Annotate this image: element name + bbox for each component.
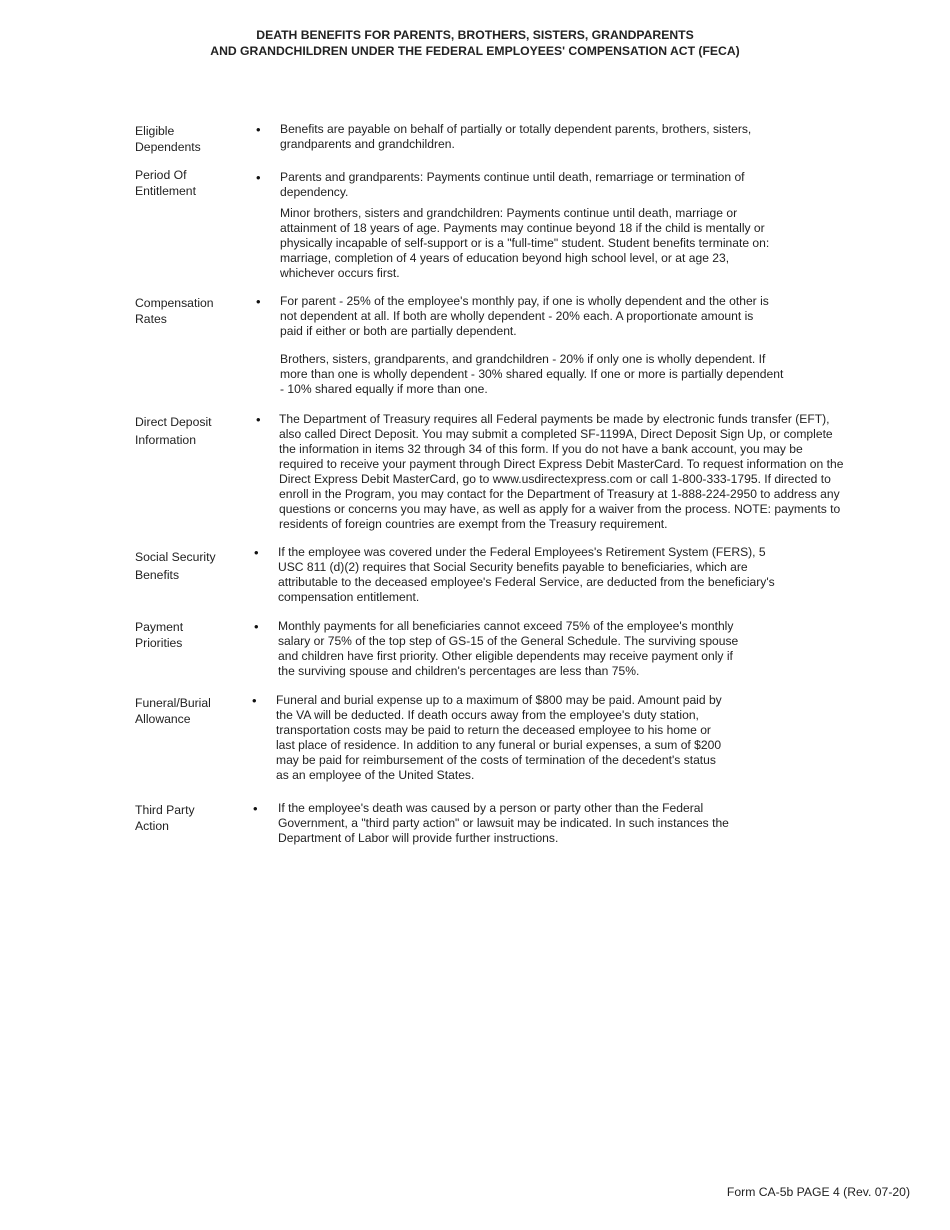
section-text: The Department of Treasury requires all Federal payments be made by electronic funds transfer (EFT), also called Direct Deposit. You may submit a completed SF-1199A, Direct Deposit Sign Up, or complete the information in items 32 through 34 of this form. If you do not have a bank account, you may be required to receive your payment through Direct Express Debit MasterCard. To request information on the Direct Express Debit MasterCard, go to www.usdirectexpress.com or call 1-800-333-1795. If directed to enroll in the Program, you may contact for the Department of Treasury at 1-888-224-2950 to address any questions or concerns you may have, as well as apply for a waiver from the process. NOTE: payments to residents of foreign countries are exempt from the Treasury requirement. xyxy=(279,412,844,531)
title-line-1: DEATH BENEFITS FOR PARENTS, BROTHERS, SISTERS, GRANDPARENTS xyxy=(256,28,694,42)
bullet-icon: • xyxy=(256,294,261,309)
section-text: If the employee's death was caused by a person or party other than the Federal Government, a "third party action" or lawsuit may be indicated. In such instances the Department of Labor will provide further instructions. xyxy=(278,801,729,845)
section-label: Third Party Action xyxy=(135,803,195,833)
bullet-icon: • xyxy=(252,693,257,708)
section-text: Parents and grandparents: Payments continue until death, remarriage or termination of dependency. Minor brothers, sisters and grandchildren: Payments continue until death, marriage or attainment of 18 years of age. Payments may continue beyond 18 if the child is mentally or physically incapable of self-support or is a "full-time" student. Student benefits terminate on: marriage, completion of 4 years of education beyond high school level, or at age 23, whichever occurs first. xyxy=(280,170,770,280)
section-label: Funeral/Burial Allowance xyxy=(135,696,211,726)
bullet-icon: • xyxy=(253,801,258,816)
form-footer: Form CA-5b PAGE 4 (Rev. 07-20) xyxy=(726,1185,910,1199)
section-label: Payment Priorities xyxy=(135,620,184,650)
section-text: Monthly payments for all beneficiaries cannot exceed 75% of the employee's monthly salary or 75% of the top step of GS-15 of the General Schedule. The surviving spouse and children have first priority. Other eligible dependents may receive payment only if the surviving spouse and children's percentages are less than 75%. xyxy=(278,619,739,678)
section-text: For parent - 25% of the employee's monthly pay, if one is wholly dependent and the other is not dependent at all. If both are wholly dependent - 20% each. A proportionate amount is paid if either or both are partially dependent. Brothers, sisters, grandparents, and grandchildren - 20% if only one is wholly dependent. If more than one is wholly dependent - 30% shared equally. If one or more is partially dependent - 10% shared equally if more than one. xyxy=(280,294,784,396)
bullet-icon: • xyxy=(256,412,261,427)
bullet-icon: • xyxy=(256,170,261,185)
section-text: Funeral and burial expense up to a maximum of $800 may be paid. Amount paid by the VA will be deducted. If death occurs away from the employee's duty station, transportation costs may be paid to return the deceased employee to his home or last place of residence. In addition to any funeral or burial expenses, a sum of $200 may be paid for reimbursement of the costs of termination of the decedent's status as an employee of the United States. xyxy=(276,693,722,782)
section-label: Period Of Entitlement xyxy=(135,168,196,198)
section-label: Direct Deposit Information xyxy=(135,415,212,447)
title-line-2: AND GRANDCHILDREN UNDER THE FEDERAL EMPLOYEES' COMPENSATION ACT (FECA) xyxy=(210,44,740,58)
section-label: Compensation Rates xyxy=(135,296,214,326)
section-text: If the employee was covered under the Federal Employees's Retirement System (FERS), 5 USC 811 (d)(2) requires that Social Security benefits payable to beneficiaries, which are attributable to the deceased employee's Federal Service, are deducted from the beneficiary's compensation entitlement. xyxy=(278,545,775,604)
section-label: Eligible Dependents xyxy=(135,124,201,154)
section-label: Social Security Benefits xyxy=(135,550,216,582)
page-title xyxy=(0,27,950,59)
bullet-icon: • xyxy=(254,619,259,634)
section-text: Benefits are payable on behalf of partially or totally dependent parents, brothers, sisters, grandparents and grandchildren. xyxy=(280,122,752,151)
bullet-icon: • xyxy=(256,122,261,137)
bullet-icon: • xyxy=(254,545,259,560)
